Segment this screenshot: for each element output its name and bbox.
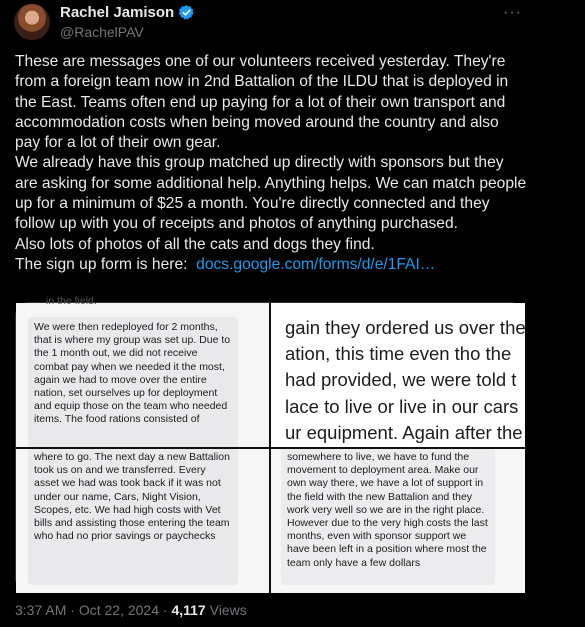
verified-badge-icon — [178, 4, 195, 21]
author-name-row — [60, 4, 195, 21]
author-handle[interactable]: @RachelPAV — [60, 24, 144, 40]
zoomed-line: gain they ordered us over the — [285, 317, 526, 338]
screenshot-top-left[interactable] — [16, 295, 269, 447]
zoomed-line: had provided, we were told t — [285, 369, 517, 391]
message-bubble: somewhere to live, we have to fund the movement to deployment area. Make our own way there, we have a lot of support in the field with the new Battalion and they work very well so we are in the right place. However due to the very high costs the last months, even with sponsor support we have been left in a position where most the team only have a few dollars — [281, 447, 495, 585]
signup-line — [15, 255, 527, 275]
signup-form-link[interactable]: docs.google.com/forms/d/e/1FAI… — [196, 255, 436, 273]
zoomed-line: lace to live or live in our cars — [285, 395, 519, 417]
signup-prefix: The sign up form is here: — [15, 255, 188, 273]
zoomed-message-text — [285, 315, 585, 446]
message-bubble: We were then redeployed for 2 months, that is where my group was set up. Due to the 1 month out, we did not receive combat pay when we needed it the most, again we had to move over the entire nation, set ourselves up for deployment and equip those on the team who needed items. The food rations consisted of — [28, 317, 238, 457]
screenshot-bottom-left[interactable] — [16, 449, 269, 593]
media-grid[interactable] — [15, 295, 526, 592]
tweet-text — [15, 52, 527, 275]
message-bubble: where to go. The next day a new Battalion took us on and we transferred. Every asset we had was took back if it was not under our name, Cars, Night Vision, Scopes, etc. We had high costs with Vet bills and assisting those entering the team who had no prior savings or paychecks — [28, 447, 238, 585]
separator: · — [159, 602, 172, 618]
zoomed-line: ur equipment. Again after the — [285, 421, 523, 443]
tweet-time[interactable]: 3:37 AM — [15, 602, 67, 618]
tweet-paragraph: Also lots of photos of all the cats and dogs they find. — [15, 235, 375, 253]
views-count: 4,117 — [171, 602, 206, 618]
zoomed-line: ation, this time even tho the — [285, 343, 512, 365]
tweet-date[interactable]: Oct 22, 2024 — [78, 602, 159, 618]
screenshot-bottom-right[interactable] — [271, 449, 525, 593]
grid-divider — [16, 447, 525, 449]
author-name[interactable]: Rachel Jamison — [60, 4, 175, 21]
tweet-paragraph: We already have this group matched up directly with sponsors but they are asking for some additional help. Anything helps. We can match people up for a minimum of $25 a month. You're directly connected and they follow up with you of receipts and photos of anything purchased. — [15, 154, 527, 233]
views-label: Views — [205, 602, 247, 618]
separator: · — [66, 602, 79, 618]
avatar[interactable] — [14, 4, 50, 40]
more-options-icon[interactable]: ··· — [503, 4, 522, 21]
tweet-paragraph: These are messages one of our volunteers received yesterday. They're from a foreign team now in 2nd Battalion of the ILDU that is deployed in the East. Teams often end up paying for a lot of their own transport and accommodation costs when being moved around the country and also pay for a lot of their own gear. — [15, 53, 509, 152]
tweet-header — [14, 4, 526, 44]
screenshot-top-right[interactable] — [271, 303, 525, 447]
tweet-meta — [15, 602, 247, 618]
cut-off-line: in the field. — [46, 295, 97, 307]
